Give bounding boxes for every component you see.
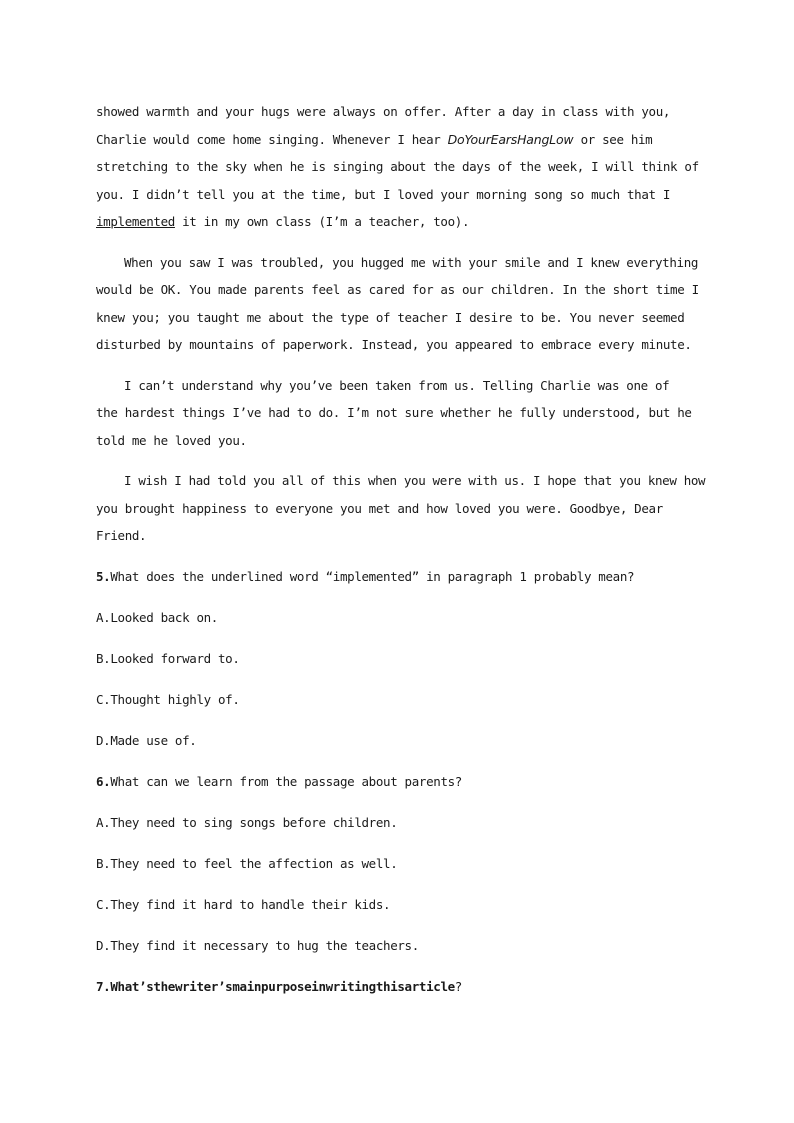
text-segment: or see him [573, 131, 653, 147]
question-stem [96, 569, 706, 610]
text-line: When you saw I was troubled, you hugged me with your smile and I knew everything [124, 254, 699, 270]
document-page [96, 98, 706, 1020]
question-text: What can we learn from the passage about parents? [110, 773, 462, 789]
text-line: you brought happiness to everyone you met and how loved you were. Goodbye, Dear [96, 500, 663, 516]
question-stem [96, 979, 706, 1020]
question-number: 5. [96, 568, 111, 584]
text-segment: it in my own class (I’m a teacher, too). [174, 214, 470, 229]
question-text: What’sthewriter’smainpurposeinwritingthisarticle [110, 978, 455, 994]
question-number: 6. [96, 773, 111, 789]
underlined-word: implemented [96, 214, 175, 229]
text-line [96, 126, 706, 154]
question-stem [96, 774, 706, 815]
song-title: DoYourEarsHangLow [447, 131, 574, 147]
question-5 [96, 569, 706, 774]
passage-paragraph-4 [96, 467, 706, 550]
option-b: B.They need to feel the affection as well. [96, 855, 398, 871]
option-d: D.Made use of. [96, 732, 197, 748]
option-a: A.They need to sing songs before children. [96, 814, 398, 830]
option-d: D.They find it necessary to hug the teachers. [96, 937, 419, 953]
text-line: the hardest things I’ve had to do. I’m not sure whether he fully understood, but he [96, 405, 692, 420]
option-c: C.Thought highly of. [96, 691, 240, 707]
text-segment: Charlie would come home singing. Whenever I hear [96, 131, 448, 147]
text-line: I can’t understand why you’ve been taken from us. Telling Charlie was one of [124, 377, 670, 393]
option-c: C.They find it hard to handle their kids. [96, 896, 391, 912]
question-mark: ? [454, 978, 462, 994]
text-line: disturbed by mountains of paperwork. Instead, you appeared to embrace every minute. [96, 337, 692, 352]
text-line [96, 208, 706, 236]
question-text: What does the underlined word “implemented” in paragraph 1 probably mean? [110, 568, 635, 584]
passage-paragraph-2 [96, 249, 706, 359]
question-6 [96, 774, 706, 979]
text-line: showed warmth and your hugs were always on offer. After a day in class with you, [96, 104, 671, 119]
text-line: Friend. [96, 528, 147, 543]
passage-paragraph-1 [96, 98, 706, 236]
text-line: would be OK. You made parents feel as cared for as our children. In the short time I [96, 282, 699, 297]
text-line: you. I didn’t tell you at the time, but I loved your morning song so much that I [96, 186, 671, 202]
text-line: stretching to the sky when he is singing about the days of the week, I will think of [96, 159, 699, 174]
question-number: 7. [96, 978, 111, 994]
text-line: I wish I had told you all of this when you were with us. I hope that you knew how [124, 473, 706, 488]
text-line: told me he loved you. [96, 432, 247, 448]
text-line: knew you; you taught me about the type of teacher I desire to be. You never seemed [96, 309, 685, 325]
passage-paragraph-3 [96, 372, 706, 455]
option-b: B.Looked forward to. [96, 650, 240, 666]
option-a: A.Looked back on. [96, 609, 218, 625]
question-7 [96, 979, 706, 1020]
